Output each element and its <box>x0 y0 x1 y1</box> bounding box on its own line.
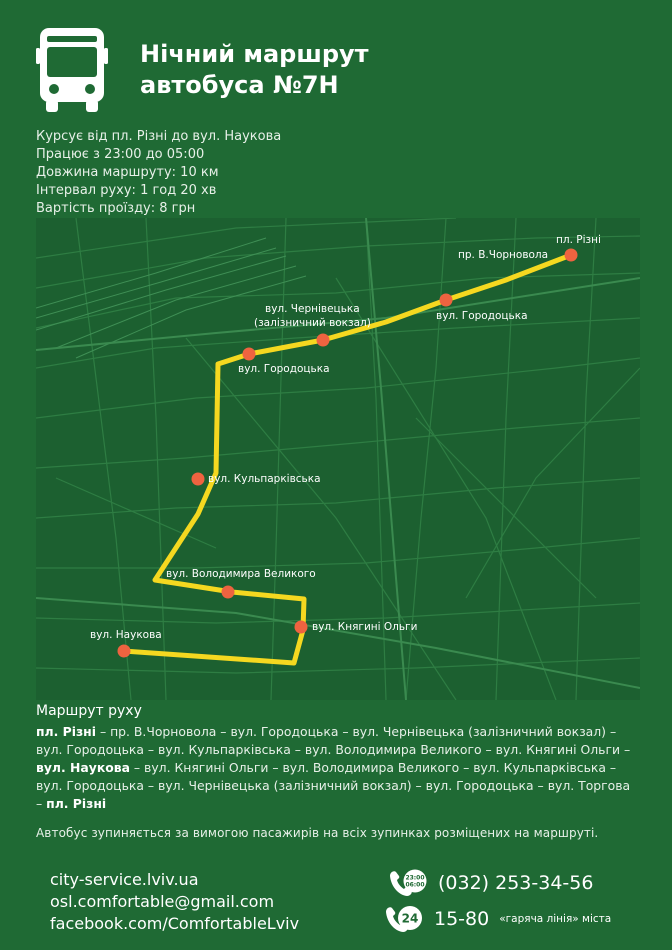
page-title <box>140 39 369 101</box>
route-map <box>36 218 640 700</box>
title-line-2: автобуса №7Н <box>140 71 339 99</box>
stop-label-horodotska-east: вул. Городоцька <box>436 310 528 322</box>
phone-row <box>388 868 593 898</box>
stop-marker-kulparkivska <box>192 473 205 486</box>
info-route-endpoints: Курсує від пл. Різні до вул. Наукова <box>36 129 282 144</box>
stop-marker-horodotska-east <box>440 294 453 307</box>
bus-icon <box>36 28 108 112</box>
stop-label-horodotska-west: вул. Городоцька <box>238 363 330 375</box>
stop-marker-olhy <box>295 621 308 634</box>
info-length: Довжина маршруту: 10 км <box>36 165 219 180</box>
stop-label-railway-station: (залізничний вокзал) <box>254 317 371 329</box>
stop-marker-naukova <box>118 645 131 658</box>
header <box>36 28 369 112</box>
route-description <box>36 723 646 813</box>
stop-marker-chernivetska <box>317 334 330 347</box>
website-link[interactable]: city-service.lviv.ua <box>50 870 199 889</box>
hotline-24-icon <box>384 903 424 935</box>
route-terminal: вул. Наукова <box>36 760 130 775</box>
stop-label-volodymyra: вул. Володимира Великого <box>166 568 316 580</box>
stop-label-chernivetska: вул. Чернівецька <box>265 303 360 315</box>
route-line-5-prefix: – <box>36 796 47 811</box>
stop-marker-rizni <box>565 249 578 262</box>
clock-hours-bottom: 06:00 <box>405 881 425 889</box>
stop-label-kulparkivska: вул. Кульпарківська <box>208 473 321 485</box>
email-link[interactable]: osl.comfortable@gmail.com <box>50 892 275 911</box>
title-line-1: Нічний маршрут <box>140 40 369 68</box>
hotline-label: «гаряча лінія» міста <box>499 913 612 925</box>
route-info <box>36 128 281 218</box>
hotline-number[interactable]: 15-80 <box>434 908 490 930</box>
phone-clock-icon <box>388 868 428 898</box>
route-line-4: вул. Городоцька – вул. Чернівецька (залізничний вокзал) – вул. Городоцька – вул. Торгова <box>36 778 631 793</box>
route-end: пл. Різні <box>46 796 107 811</box>
info-interval: Інтервал руху: 1 год 20 хв <box>36 183 217 198</box>
hotline-row <box>384 903 611 935</box>
clock-hours-top: 23:00 <box>405 874 425 882</box>
route-line-3: – вул. Княгині Ольги – вул. Володимира Великого – вул. Кульпарківська – <box>129 760 617 775</box>
stop-marker-volodymyra <box>222 586 235 599</box>
stop-marker-horodotska-west <box>243 348 256 361</box>
stop-label-rizni: пл. Різні <box>556 234 601 246</box>
stop-label-olhy: вул. Княгині Ольги <box>312 621 418 633</box>
facebook-link[interactable]: facebook.com/ComfortableLviv <box>50 914 300 933</box>
stop-request-note: Автобус зупиняється за вимогою пасажирів на всіх зупинках розміщених на маршруті. <box>36 826 599 840</box>
info-hours: Працює з 23:00 до 05:00 <box>36 147 205 162</box>
phone-number[interactable]: (032) 253-34-56 <box>438 872 594 894</box>
route-line-1: – пр. В.Чорновола – вул. Городоцька – вул. Чернівецька (залізничний вокзал) – <box>96 724 617 739</box>
hotline-badge: 24 <box>401 911 419 926</box>
stop-label-chornovola: пр. В.Чорновола <box>458 249 549 261</box>
route-start: пл. Різні <box>36 724 96 739</box>
info-fare: Вартість проїзду: 8 грн <box>36 201 196 216</box>
contacts <box>50 869 299 935</box>
route-heading: Маршрут руху <box>36 703 142 719</box>
route-line-2: вул. Городоцька – вул. Кульпарківська – вул. Володимира Великого – вул. Княгині Ольги – <box>36 742 631 757</box>
stop-label-naukova: вул. Наукова <box>90 629 162 641</box>
